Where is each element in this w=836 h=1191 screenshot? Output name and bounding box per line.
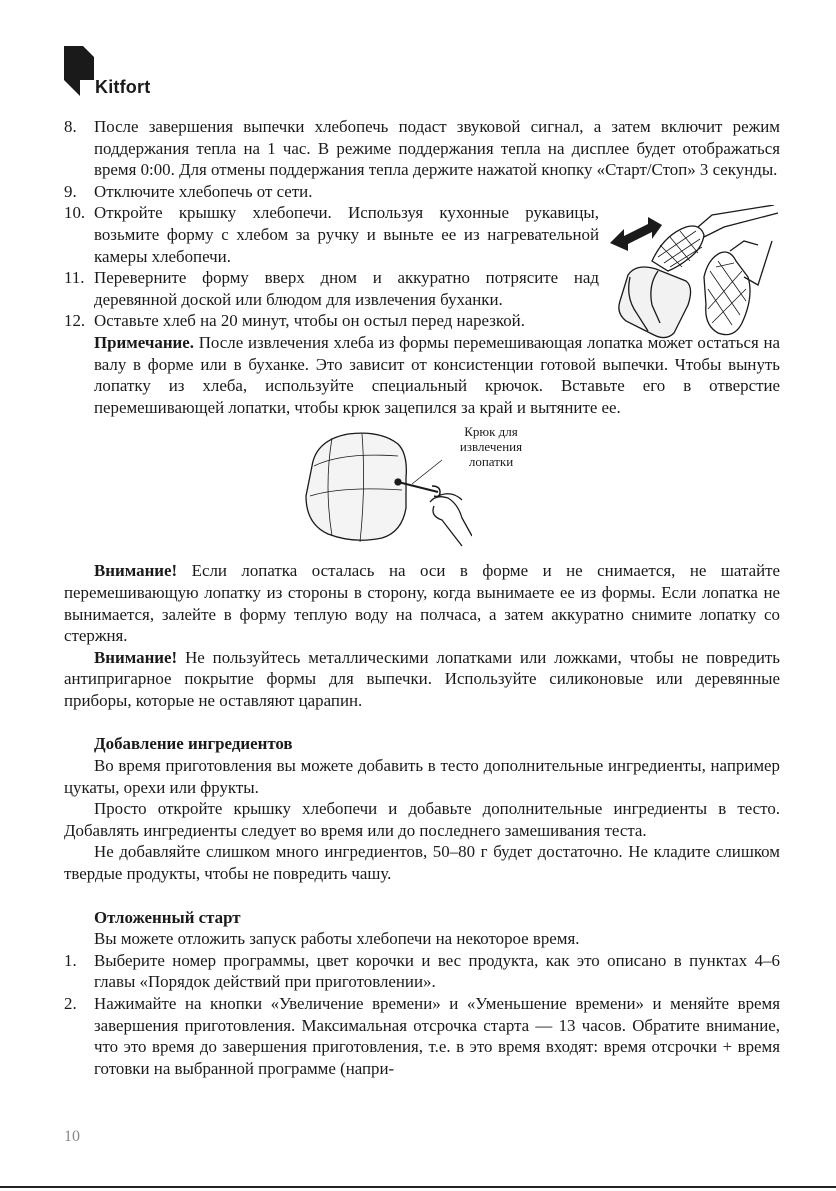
note-paragraph [64,332,780,418]
kitfort-logo-mark-icon [64,46,94,96]
list-number: 9. [64,181,77,201]
note-text: После извлечения хлеба из формы перемешивающая лопатка может остаться на валу в форме или в буханке. Это зависит от консистенции готовой выпечки. Чтобы вынуть лопатку из хлеба, используйте специальный крючок. Вставьте его в отверстие перемешивающей лопатки, чтобы крюк зацепился за край и вытяните ее. [94,332,780,417]
warning-text: Не пользуйтесь металлическими лопатками или ложками, чтобы не повредить антипригарное покрытие формы для выпечки. Используйте силиконовые или деревянные приборы, которые не оставляют царапин. [64,647,780,710]
paragraph: Не добавляйте слишком много ингредиентов, 50–80 г будет достаточно. Не кладите слишком твердые продукты, чтобы не повредить чашу. [64,842,780,884]
divider [0,1186,836,1188]
list-text: Откройте крышку хлебопечи. Используя кухонные рукавицы, возьмите форму с хлебом за ручку и выньте ее из нагревательной камеры хлебопечи. [94,203,599,266]
list-item [64,993,780,1079]
page-content [64,116,780,1079]
list-number: 11. [64,268,85,288]
section-heading: Отложенный старт [94,907,241,927]
list-number: 2. [64,994,77,1013]
list-number: 1. [64,950,77,970]
section-heading: Добавление ингредиентов [94,734,293,754]
list-item [64,116,780,181]
list-number: 10. [64,203,86,223]
hook-figure [64,418,780,560]
hook-label: Крюк для извлечения лопатки [459,424,523,470]
note-label: Примечание. [94,332,194,352]
list-text: Оставьте хлеб на 20 минут, чтобы он остыл перед нарезкой. [94,311,525,331]
warning-label: Внимание! [94,561,178,581]
paragraph: Вы можете отложить запуск работы хлебопечи на некоторое время. [94,929,580,949]
list-text: После завершения выпечки хлебопечь подаст звуковой сигнал, а затем включит режим поддержания тепла на 1 час. В режиме поддержания тепла на дисплее будет отображаться время 0:00. Для отмены поддержания тепла держите нажатой кнопку «Старт/Стоп» 3 секунды. [94,117,780,180]
list-item [64,181,780,203]
brand-name: Kitfort [95,77,151,97]
list-item [64,202,599,267]
paragraph: Просто откройте крышку хлебопечи и добавьте дополнительные ингредиенты в тесто. Добавлять ингредиенты следует во время или до последнего замешивания теста. [64,799,780,840]
list-text: Нажимайте на кнопки «Увеличение времени» и «Уменьшение времени» и меняйте время завершения приготовления. Максимальная отсрочка старта — 13 часов. Обратите внимание, что это время до завершения приготовления, т.е. в это время входят: время отсрочки + время готовки на выбранной программе (напри- [94,994,780,1078]
list-item [64,950,780,993]
paragraph: Во время приготовления вы можете добавить в тесто дополнительные ингредиенты, например цукаты, орехи или фрукты. [64,756,780,797]
warning-label: Внимание! [94,647,178,667]
warning-paragraph [64,647,780,712]
list-text: Выберите номер программы, цвет корочки и вес продукта, как это описано в пунктах 4–6 главы «Порядок действий при приготовлении». [94,950,780,992]
list-item [64,267,599,310]
list-number: 8. [64,117,77,136]
list-number: 12. [64,311,86,331]
list-text: Переверните форму вверх дном и аккуратно потрясите над деревянной доской или блюдом для извлечения буханки. [94,268,599,309]
warning-text: Если лопатка осталась на оси в форме и не снимается, не шатайте перемешивающую лопатку из стороны в сторону, когда вынимаете ее из формы. Если лопатка не вынимается, залейте в форму теплую воду на полчаса, а затем аккуратно снимите лопатку со стержня. [64,561,780,646]
list-item [64,310,780,332]
warning-paragraph [64,560,780,646]
list-text: Отключите хлебопечь от сети. [94,181,313,201]
page-number: 10 [64,1128,80,1145]
brand-logo [64,46,174,98]
